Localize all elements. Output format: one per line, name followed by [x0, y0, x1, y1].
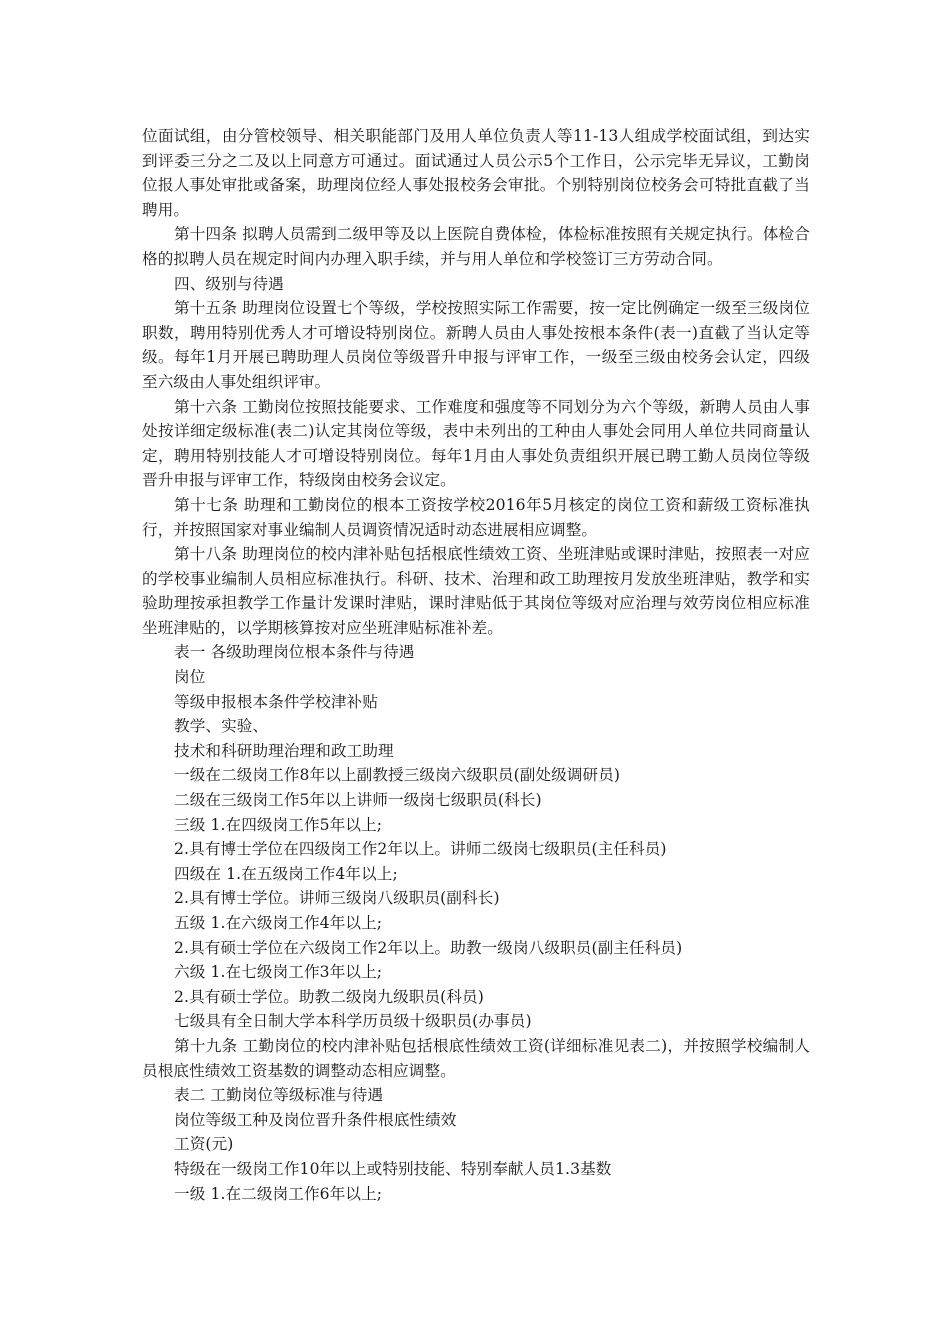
table-line: 六级 1.在七级岗工作3年以上;: [174, 963, 383, 982]
paragraph: 第十六条 工勤岗位按照技能要求、工作难度和强度等不同划分为六个等级，新聘人员由人事处按详细定级标准(表二)认定其岗位等级，表中未列出的工种由人事处会同用人单位共同商量认定，聘用特别技能人才可增设特别岗位。每年1月由人事处负责组织开展已聘工勤人员岗位等级晋升申报与评审工作，特级岗由校务会议定。: [142, 397, 810, 490]
paragraph: 第十七条 助理和工勤岗位的根本工资按学校2016年5月核定的岗位工资和薪级工资标准执行，并按照国家对事业编制人员调资情况适时动态进展相应调整。: [142, 495, 810, 539]
table-line: 五级 1.在六级岗工作4年以上;: [174, 914, 383, 932]
table-line: 2.具有硕士学位。助教二级岗九级职员(科员): [174, 987, 484, 1006]
table-caption: 表二 工勤岗位等级标准与待遇: [174, 1086, 384, 1105]
paragraph: 第十五条 助理岗位设置七个等级，学校按照实际工作需要，按一定比例确定一级至三级岗位职数，聘用特别优秀人才可增设特别岗位。新聘人员由人事处按根本条件(表一)直截了当认定等级。每年1月开展已聘助理人员岗位等级晋升申报与评审工作，一级至三级由校务会认定，四级至六级由人事处组织评审。: [142, 299, 810, 391]
section-heading: 四、级别与待遇: [174, 274, 284, 293]
table-line: 工资(元): [174, 1135, 234, 1154]
table-line: 三级 1.在四级岗工作5年以上;: [174, 815, 383, 834]
table-line: 特级在一级岗工作10年以上或特别技能、特别奉献人员1.3基数: [174, 1159, 612, 1178]
table-line: 岗位等级工种及岗位晋升条件根底性绩效: [174, 1110, 457, 1129]
paragraph: 第十八条 助理岗位的校内津补贴包括根底性绩效工资、坐班津贴或课时津贴，按照表一对应的学校事业编制人员相应标准执行。科研、技术、治理和政工助理按月发放坐班津贴，教学和实验助理按承担教学工作量计发课时津贴，课时津贴低于其岗位等级对应治理与效劳岗位相应标准坐班津贴的，以学期核算按对应坐班津贴标准补差。: [142, 545, 810, 637]
table-line: 二级在三级岗工作5年以上讲师一级岗七级职员(科长): [174, 791, 542, 810]
table-line: 2.具有博士学位在四级岗工作2年以上。讲师二级岗七级职员(主任科员): [174, 840, 667, 859]
table-line: 岗位: [174, 668, 206, 687]
paragraph: 第十九条 工勤岗位的校内津补贴包括根底性绩效工资(详细标准见表二)，并按照学校编制人员根底性绩效工资基数的调整动态相应调整。: [142, 1036, 810, 1080]
table-line: 2.具有硕士学位在六级岗工作2年以上。助教一级岗八级职员(副主任科员): [174, 938, 683, 957]
table-line: 等级申报根本条件学校津补贴: [174, 692, 379, 711]
document-page: [142, 124, 810, 1206]
table-line: 四级在 1.在五级岗工作4年以上;: [174, 864, 398, 883]
table-line: 技术和科研助理治理和政工助理: [174, 741, 394, 760]
table-line: 教学、实验、: [174, 717, 269, 736]
paragraph: 位面试组，由分管校领导、相关职能部门及用人单位负责人等11-13人组成学校面试组，到达实到评委三分之二及以上同意方可通过。面试通过人员公示5个工作日，公示完毕无异议，工勤岗位报人事处审批或备案，助理岗位经人事处报校务会审批。个别特别岗位校务会可特批直截了当聘用。: [142, 127, 810, 219]
paragraph: 第十四条 拟聘人员需到二级甲等及以上医院自费体检，体检标准按照有关规定执行。体检合格的拟聘人员在规定时间内办理入职手续，并与用人单位和学校签订三方劳动合同。: [142, 225, 810, 268]
table-line: 七级具有全日制大学本科学历员级十级职员(办事员): [174, 1012, 532, 1031]
table-caption: 表一 各级助理岗位根本条件与待遇: [174, 643, 415, 662]
table-line: 2.具有博士学位。讲师三级岗八级职员(副科长): [174, 889, 500, 908]
table-line: 一级 1.在二级岗工作6年以上;: [174, 1184, 383, 1203]
table-line: 一级在二级岗工作8年以上副教授三级岗六级职员(副处级调研员): [174, 766, 621, 785]
